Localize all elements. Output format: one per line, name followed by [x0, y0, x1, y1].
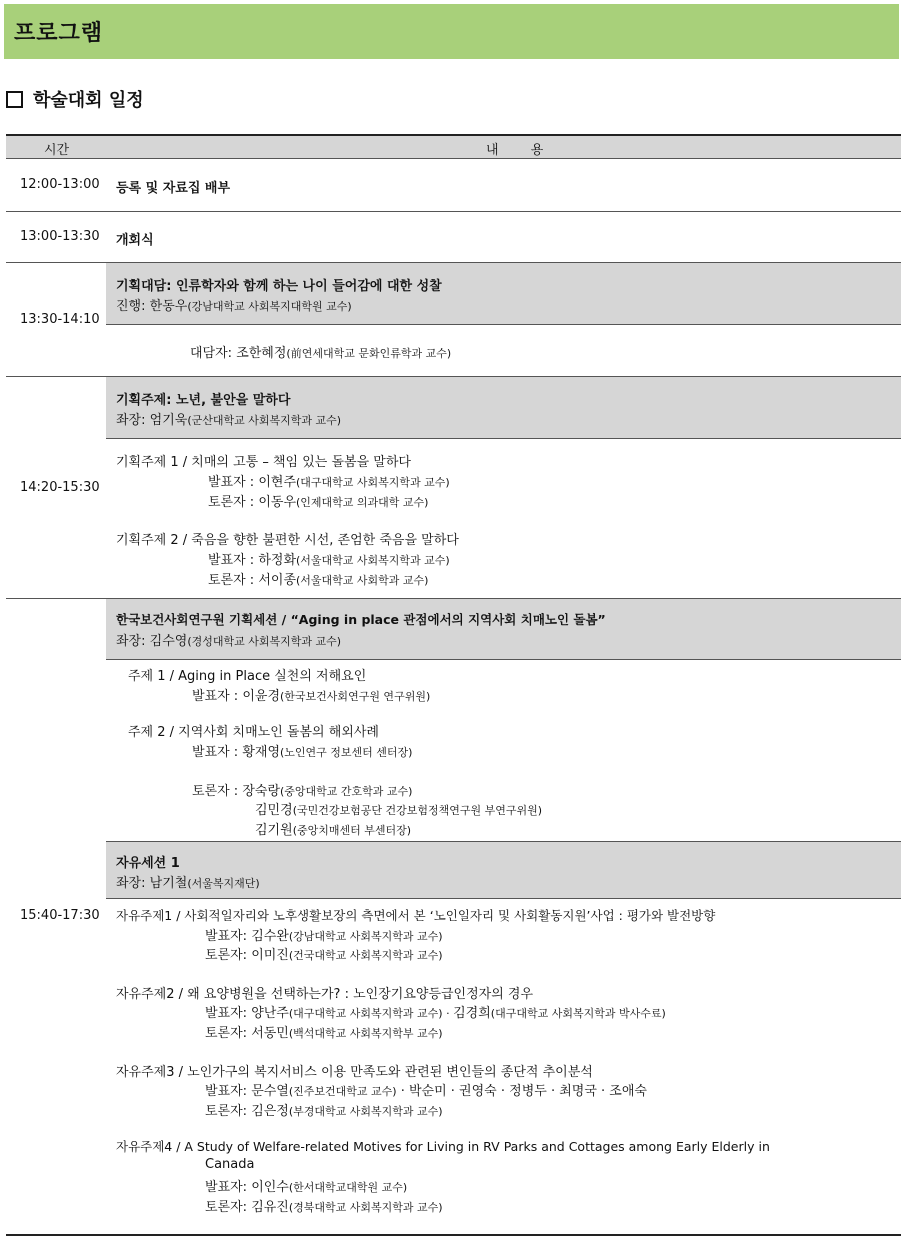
- session-host: 진행: 한동우(강남대학교 사회복지대학원 교수): [116, 299, 352, 314]
- program-banner: [4, 4, 899, 59]
- row-time: 13:30-14:10: [20, 312, 100, 327]
- topic-title-continued: Canada: [205, 1157, 255, 1172]
- inner-divider: [106, 438, 901, 439]
- topic-title: 자유주제4 / A Study of Welfare-related Motives for Living in RV Parks and Cottages among Early Elderly in: [116, 1139, 770, 1154]
- session-title: 자유세션 1: [116, 856, 180, 871]
- topic-title: 주제 2 / 지역사회 치매노인 돌봄의 해외사례: [128, 725, 379, 740]
- row-time: 12:00-13:00: [20, 177, 100, 192]
- presenter: 발표자: 이인수(한서대학교대학원 교수): [205, 1180, 408, 1195]
- row-divider: [6, 211, 901, 212]
- presenter: 발표자 : 이윤경(한국보건사회연구원 연구위원): [192, 689, 431, 704]
- session-header-bg: [106, 599, 901, 659]
- topic-title: 자유주제2 / 왜 요양병원을 선택하는가? : 노인장기요양등급인정자의 경우: [116, 987, 534, 1002]
- row-time: 15:40-17:30: [20, 908, 100, 923]
- presenter: 발표자: 양난주(대구대학교 사회복지학과 교수) · 김경희(대구대학교 사회복지학과 박사수료): [205, 1006, 666, 1021]
- inner-divider: [106, 659, 901, 660]
- header-content: 내 용: [486, 143, 558, 158]
- inner-divider: [106, 898, 901, 899]
- section-title-text: 학술대회 일정: [33, 90, 144, 111]
- topic-title: 자유주제3 / 노인가구의 복지서비스 이용 만족도와 관련된 변인들의 종단적 추이분석: [116, 1065, 593, 1080]
- topic-title: 기획주제 2 / 죽음을 향한 불편한 시선, 존엄한 죽음을 말하다: [116, 533, 459, 548]
- discussant: 토론자: 김유진(경북대학교 사회복지학과 교수): [205, 1200, 443, 1215]
- discussant: 토론자 : 이동우(인제대학교 의과대학 교수): [208, 495, 429, 510]
- presenter: 발표자: 문수열(진주보건대학교 교수) · 박순미 · 권영숙 · 정병두 · 최명국 · 조애숙: [205, 1084, 647, 1099]
- discussant-name: 김민경(국민건강보험공단 건강보험정책연구원 부연구위원): [255, 803, 543, 818]
- discussant: 토론자 : 장숙랑(중앙대학교 간호학과 교수): [192, 784, 413, 799]
- topic-title: 주제 1 / Aging in Place 실천의 저해요인: [128, 669, 367, 684]
- topic-title: 기획주제 1 / 치매의 고통 – 책임 있는 돌봄을 말하다: [116, 455, 411, 470]
- session-guest: 대담자: 조한혜정(前연세대학교 문화인류학과 교수): [190, 346, 452, 361]
- discussant: 토론자: 김은정(부경대학교 사회복지학과 교수): [205, 1104, 443, 1119]
- session-title: 기획주제: 노년, 불안을 말하다: [116, 393, 291, 408]
- row-title: 등록 및 자료집 배부: [116, 181, 231, 196]
- discussant: 토론자: 이미진(건국대학교 사회복지학과 교수): [205, 948, 443, 963]
- session-chair: 좌장: 김수영(경성대학교 사회복지학과 교수): [116, 634, 342, 649]
- discussant-name: 김기원(중앙치매센터 부센터장): [255, 823, 412, 838]
- header-time: 시간: [44, 143, 70, 158]
- session-chair: 좌장: 남기철(서울복지재단): [116, 876, 260, 891]
- table-header: [6, 136, 901, 158]
- topic-title: 자유주제1 / 사회적일자리와 노후생활보장의 측면에서 본 ‘노인일자리 및 사회활동지원’사업 : 평가와 발전방향: [116, 908, 716, 923]
- row-time: 14:20-15:30: [20, 480, 100, 495]
- presenter: 발표자 : 황재영(노인연구 정보센터 센터장): [192, 745, 413, 760]
- table-bottom-border: [6, 1234, 901, 1236]
- section-title: [6, 86, 144, 112]
- row-title: 개회식: [116, 233, 154, 248]
- presenter: 발표자: 김수완(강남대학교 사회복지학과 교수): [205, 929, 443, 944]
- session-title: 기획대담: 인류학자와 함께 하는 나이 들어감에 대한 성찰: [116, 279, 442, 294]
- discussant: 토론자: 서동민(백석대학교 사회복지학부 교수): [205, 1026, 443, 1041]
- discussant: 토론자 : 서이종(서울대학교 사회학과 교수): [208, 573, 429, 588]
- session-title: 한국보건사회연구원 기획세션 / “Aging in place 관점에서의 지역사회 치매노인 돌봄”: [116, 612, 606, 627]
- presenter: 발표자 : 이현주(대구대학교 사회복지학과 교수): [208, 475, 450, 490]
- session-chair: 좌장: 엄기욱(군산대학교 사회복지학과 교수): [116, 413, 342, 428]
- square-bullet-icon: [6, 91, 23, 108]
- inner-divider: [106, 324, 901, 325]
- banner-title: 프로그램: [14, 21, 104, 46]
- presenter: 발표자 : 하정화(서울대학교 사회복지학과 교수): [208, 553, 450, 568]
- header-divider: [6, 158, 901, 159]
- row-time: 13:00-13:30: [20, 229, 100, 244]
